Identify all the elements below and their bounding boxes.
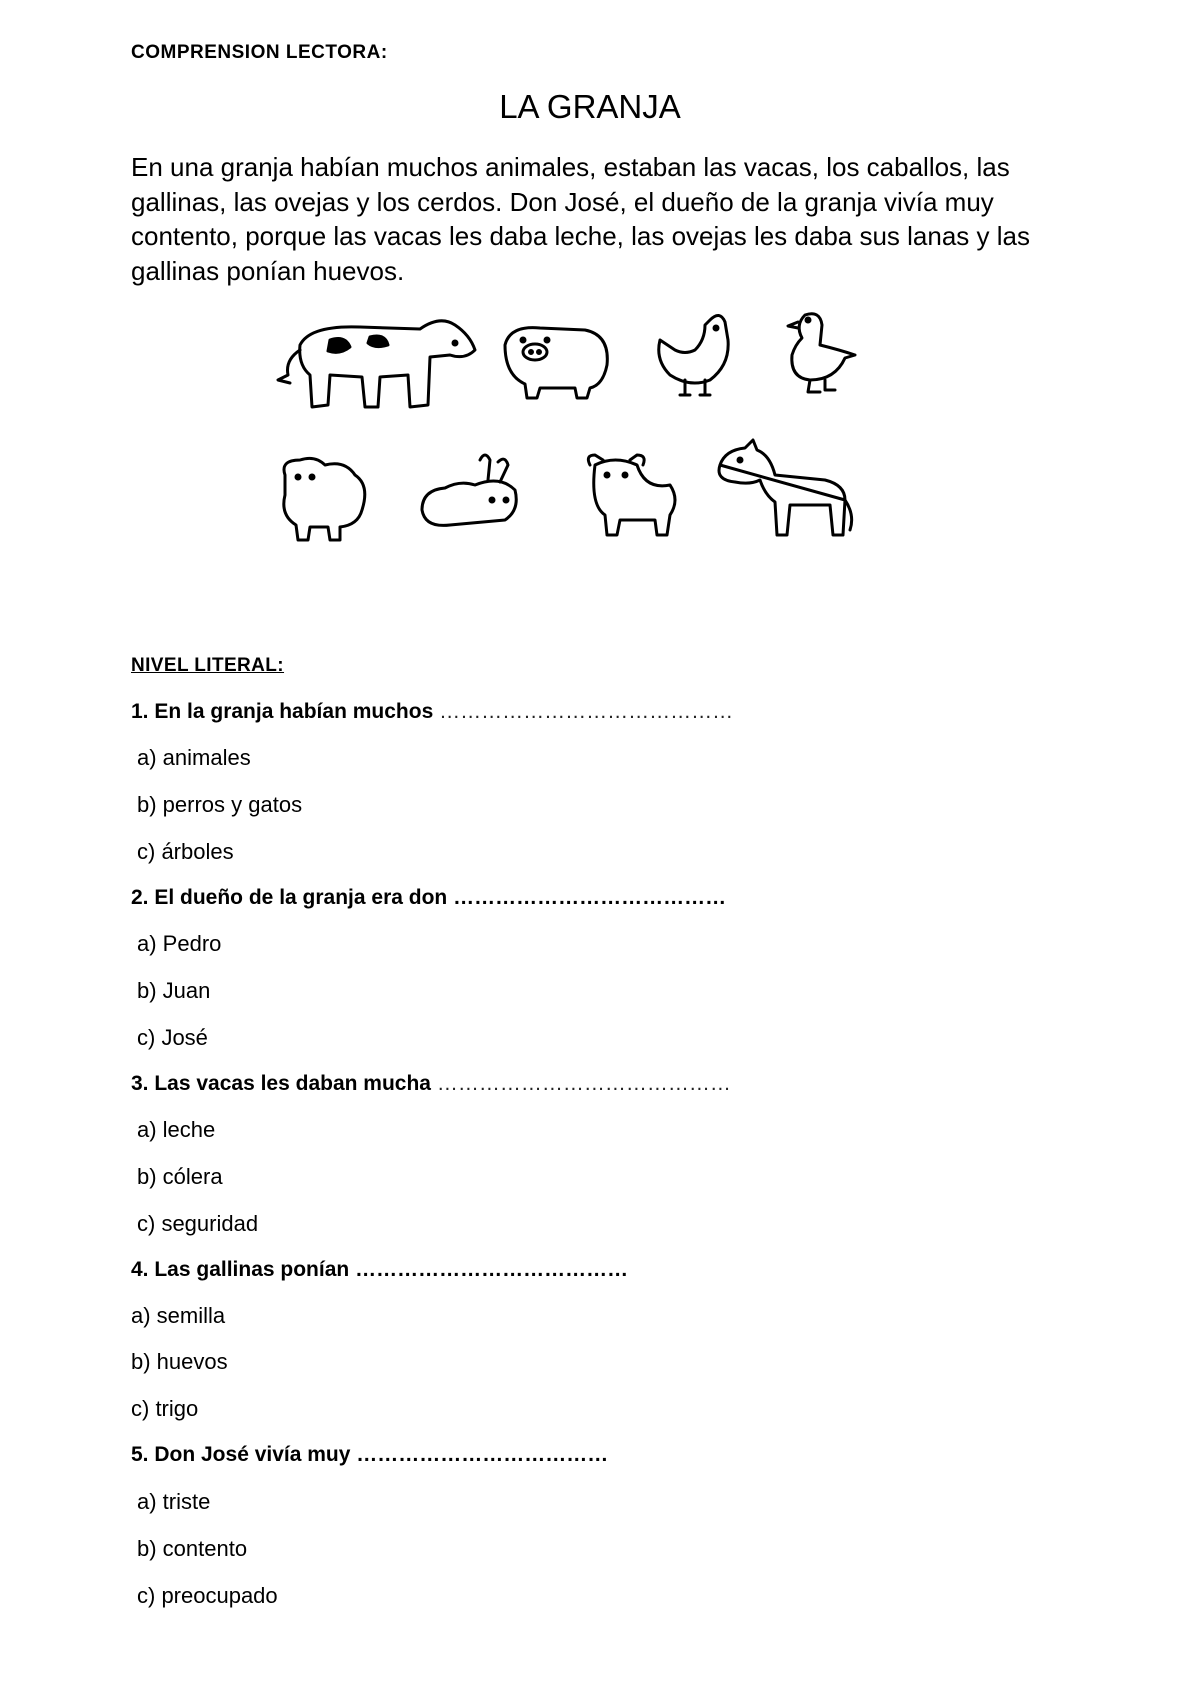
- sheep-icon: [284, 458, 365, 540]
- answer-blank: …………………………………: [453, 886, 727, 909]
- question-text: 3. Las vacas les daban mucha: [131, 1072, 431, 1095]
- answer-blank: …………………………………: [355, 1258, 629, 1281]
- question-2: [131, 886, 726, 910]
- question-text: 4. Las gallinas ponían: [131, 1258, 350, 1281]
- question-text: 2. El dueño de la granja era don: [131, 886, 448, 909]
- option-b: b) cólera: [137, 1164, 223, 1189]
- option-b: b) Juan: [137, 978, 211, 1003]
- option-c: c) José: [137, 1025, 208, 1050]
- option-c: c) preocupado: [137, 1583, 278, 1608]
- goat-icon: [588, 455, 675, 535]
- option-c: c) trigo: [131, 1396, 199, 1421]
- question-3: [131, 1072, 731, 1096]
- duck-icon: [788, 314, 855, 392]
- rabbit-icon: [422, 455, 516, 525]
- hen-icon: [659, 315, 728, 395]
- pig-icon: [505, 328, 607, 398]
- worksheet-header: COMPRENSION LECTORA:: [131, 42, 388, 63]
- section-heading: NIVEL LITERAL:: [131, 655, 285, 676]
- answer-blank: ……………………………………: [436, 1072, 731, 1095]
- answer-blank: ………………………………: [356, 1443, 609, 1466]
- option-b: b) perros y gatos: [137, 792, 303, 817]
- option-a: a) semilla: [131, 1303, 226, 1328]
- horse-icon: [719, 440, 852, 535]
- question-text: 1. En la granja habían muchos: [131, 700, 434, 723]
- reading-passage: En una granja habían muchos animales, estaban las vacas, los caballos, las gallinas, las ovejas y los cerdos. Don José, el dueño de la granja vivía muy contento, porque las vacas les daba leche, las ovejas les daba sus lanas y las gallinas ponían huevos.: [131, 152, 1030, 286]
- option-c: c) árboles: [137, 839, 234, 864]
- question-1: [131, 700, 733, 724]
- question-5: [131, 1443, 608, 1467]
- option-c: c) seguridad: [137, 1211, 259, 1236]
- question-text: 5. Don José vivía muy: [131, 1443, 351, 1466]
- answer-blank: ……………………………………: [439, 700, 734, 723]
- option-b: b) contento: [137, 1536, 248, 1561]
- option-b: b) huevos: [131, 1349, 228, 1374]
- page-title: LA GRANJA: [499, 88, 681, 125]
- option-a: a) triste: [137, 1489, 211, 1514]
- option-a: a) leche: [137, 1117, 216, 1142]
- question-4: [131, 1258, 628, 1282]
- option-a: a) Pedro: [137, 931, 222, 956]
- option-a: a) animales: [137, 745, 251, 770]
- farm-animals-illustration: [270, 310, 940, 600]
- cow-icon: [278, 321, 475, 407]
